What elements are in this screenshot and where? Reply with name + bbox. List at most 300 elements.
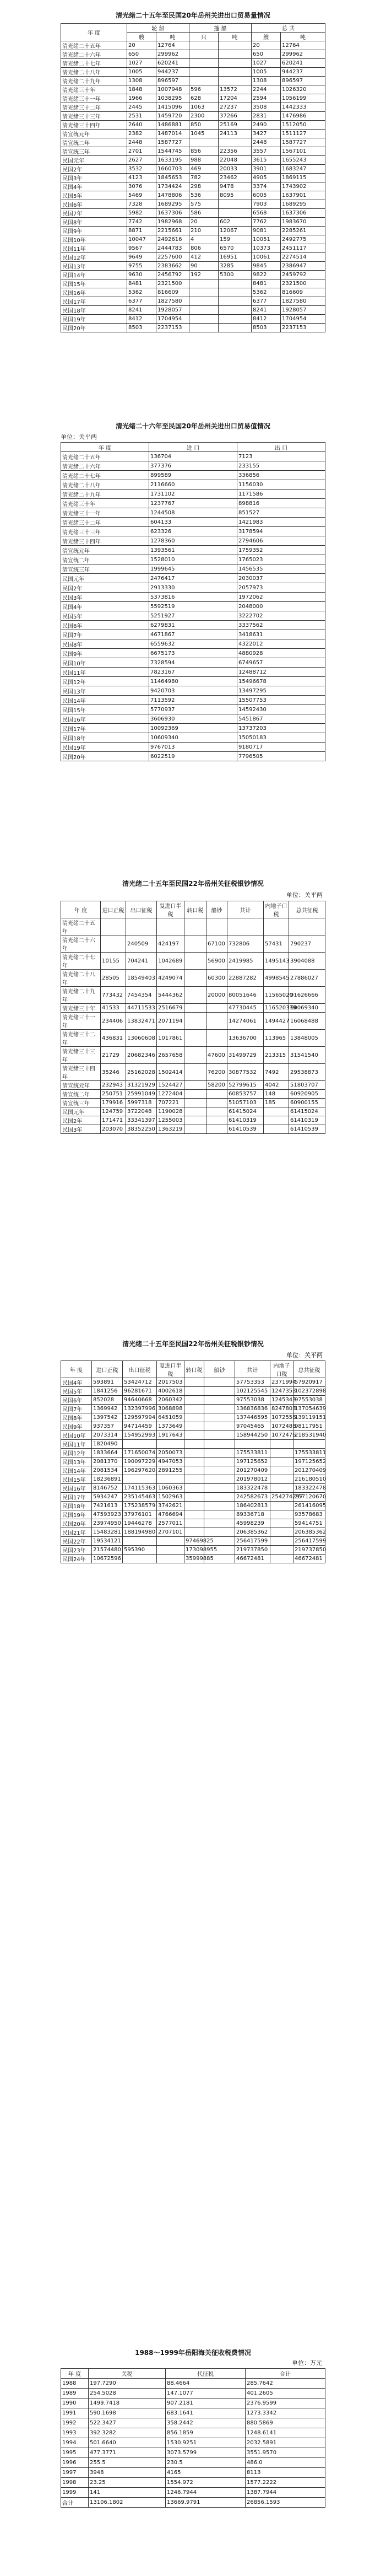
value-cell: 3076 bbox=[127, 182, 156, 191]
value-cell bbox=[184, 1004, 206, 1013]
value-cell: 1966 bbox=[127, 94, 156, 103]
table1-title: 清光绪二十五年至民国20年岳州关进出口贸易量情况 bbox=[116, 12, 270, 19]
row-year-cell: 清光绪三十三年 bbox=[61, 1047, 101, 1064]
value-cell bbox=[123, 1537, 157, 1546]
value-cell bbox=[270, 1528, 293, 1537]
value-cell: 4 bbox=[189, 235, 219, 244]
value-cell: 210 bbox=[189, 227, 219, 235]
value-cell: 46672481 bbox=[235, 1555, 270, 1563]
value-cell: 1237767 bbox=[149, 499, 237, 508]
value-cell: 2030037 bbox=[237, 574, 325, 583]
value-cell bbox=[270, 1546, 293, 1555]
value-cell: 1494427 bbox=[264, 1013, 289, 1030]
value-cell: 98117951 bbox=[293, 1422, 325, 1431]
column-header: 进 口 bbox=[149, 443, 237, 452]
value-cell: 51057103 bbox=[227, 1099, 264, 1107]
row-year-cell: 清宣统元年 bbox=[61, 130, 127, 138]
value-cell: 218531940 bbox=[293, 1431, 325, 1440]
value-cell bbox=[184, 1064, 206, 1081]
row-year-cell: 清光绪三十二年 bbox=[61, 518, 149, 527]
value-cell: 1502414 bbox=[157, 1064, 184, 1081]
row-year-cell: 清光绪三十一年 bbox=[61, 508, 149, 518]
value-cell: 1476986 bbox=[281, 112, 325, 121]
row-year-cell: 民国15年 bbox=[61, 279, 127, 288]
value-cell: 201270409 bbox=[293, 1466, 325, 1475]
value-cell: 1072476 bbox=[270, 1431, 293, 1440]
value-cell: 35999885 bbox=[184, 1555, 204, 1563]
table-row bbox=[61, 752, 325, 761]
value-cell bbox=[264, 1107, 289, 1116]
value-cell: 1731102 bbox=[149, 490, 237, 499]
value-cell: 2215661 bbox=[156, 227, 189, 235]
value-cell: 1734424 bbox=[156, 182, 189, 191]
table4-title: 清光绪二十五年至民国22年岳州关征税银钞情况 bbox=[122, 1340, 264, 1348]
table-row bbox=[61, 191, 325, 200]
value-cell: 8146752 bbox=[92, 1484, 123, 1493]
table-row bbox=[61, 1099, 325, 1107]
row-year-cell: 民国19年 bbox=[61, 1510, 92, 1519]
table-row bbox=[61, 306, 325, 315]
row-year-cell: 民国3年 bbox=[61, 1125, 101, 1134]
row-year-cell: 民国18年 bbox=[61, 733, 149, 743]
value-cell bbox=[189, 297, 219, 306]
value-cell: 2073314 bbox=[92, 1431, 123, 1440]
table-row bbox=[61, 271, 325, 279]
value-cell: 22887282 bbox=[227, 970, 264, 987]
row-year-cell: 清光绪二十八年 bbox=[61, 480, 149, 490]
value-cell: 880.5869 bbox=[246, 2418, 325, 2428]
row-year-cell: 民国14年 bbox=[61, 271, 127, 279]
row-year-cell: 民国10年 bbox=[61, 1431, 92, 1440]
value-cell: 102372898 bbox=[293, 1387, 325, 1396]
value-cell: 1982968 bbox=[156, 218, 189, 227]
value-cell: 9081 bbox=[252, 227, 281, 235]
table-row bbox=[61, 50, 325, 59]
value-cell: 41533 bbox=[101, 1004, 126, 1013]
value-cell: 1042689 bbox=[157, 953, 184, 970]
value-cell: 6377 bbox=[127, 297, 156, 306]
value-cell: 4322012 bbox=[237, 639, 325, 649]
value-cell: 6005 bbox=[252, 191, 281, 200]
value-cell: 1827580 bbox=[156, 297, 189, 306]
row-year-cell: 民国7年 bbox=[61, 1405, 92, 1413]
value-cell bbox=[204, 1484, 235, 1493]
value-cell bbox=[206, 1099, 227, 1107]
row-year-cell: 清宣统元年 bbox=[61, 1081, 101, 1090]
row-year-cell: 民国4年 bbox=[61, 182, 127, 191]
value-cell: 1917643 bbox=[157, 1431, 184, 1440]
value-cell: 19534121 bbox=[92, 1537, 123, 1546]
value-cell: 2376.9599 bbox=[246, 2398, 325, 2408]
value-cell: 60069340 bbox=[289, 1004, 325, 1013]
value-cell: 3337562 bbox=[237, 621, 325, 630]
value-cell: 58200 bbox=[206, 1081, 227, 1090]
value-cell: 197125652 bbox=[293, 1458, 325, 1466]
value-cell: 20 bbox=[252, 41, 281, 50]
value-cell bbox=[235, 1440, 270, 1449]
value-cell: 61410539 bbox=[289, 1125, 325, 1134]
value-cell: 1272404 bbox=[157, 1090, 184, 1099]
row-year-cell: 民国2年 bbox=[61, 165, 127, 174]
value-cell bbox=[184, 1475, 204, 1484]
value-cell: 1704954 bbox=[156, 315, 189, 324]
table-row bbox=[61, 324, 325, 332]
table-row bbox=[61, 103, 325, 112]
value-cell bbox=[184, 1378, 204, 1387]
value-cell: 9567 bbox=[127, 244, 156, 253]
table-row bbox=[61, 1047, 325, 1064]
row-year-cell: 民国22年 bbox=[61, 1537, 92, 1546]
value-cell: 7823167 bbox=[149, 668, 237, 677]
value-cell bbox=[157, 1537, 184, 1546]
table-row bbox=[61, 1475, 325, 1484]
value-cell: 7123 bbox=[237, 452, 325, 461]
value-cell: 1511127 bbox=[281, 130, 325, 138]
value-cell bbox=[189, 279, 219, 288]
value-cell: 4671867 bbox=[149, 630, 237, 639]
value-cell: 159 bbox=[219, 235, 252, 244]
value-cell: 2707101 bbox=[157, 1528, 184, 1537]
value-cell: 6675173 bbox=[149, 649, 237, 658]
table-row bbox=[61, 574, 325, 583]
value-cell: 37976101 bbox=[123, 1510, 157, 1519]
row-year-cell: 清光绪三十三年 bbox=[61, 527, 149, 536]
row-year-cell: 民国4年 bbox=[61, 602, 149, 611]
value-cell: 45998239 bbox=[235, 1519, 270, 1528]
value-cell: 3374 bbox=[252, 182, 281, 191]
value-cell: 1660703 bbox=[156, 165, 189, 174]
row-year-cell: 1994 bbox=[61, 2438, 89, 2448]
value-cell: 250751 bbox=[101, 1090, 126, 1099]
value-cell bbox=[204, 1528, 235, 1537]
value-cell: 61410539 bbox=[227, 1125, 264, 1134]
table-row bbox=[61, 508, 325, 518]
value-cell: 4165 bbox=[166, 2468, 246, 2478]
value-cell: 203070 bbox=[101, 1125, 126, 1134]
value-cell bbox=[219, 50, 252, 59]
value-cell bbox=[204, 1422, 235, 1431]
value-cell bbox=[270, 1440, 293, 1449]
table-row bbox=[61, 602, 325, 611]
value-cell bbox=[264, 918, 289, 935]
value-cell: 13106.1802 bbox=[89, 2498, 166, 2508]
value-cell: 173098955 bbox=[184, 1546, 204, 1555]
table-row bbox=[61, 200, 325, 209]
value-cell: 1478806 bbox=[156, 191, 189, 200]
value-cell: 586 bbox=[189, 209, 219, 218]
table5-unit: 单位：万元 bbox=[292, 2359, 322, 2367]
value-cell: 1554.972 bbox=[166, 2478, 246, 2488]
row-year-cell: 民国5年 bbox=[61, 611, 149, 621]
table-row bbox=[61, 658, 325, 668]
table-row bbox=[61, 1440, 325, 1449]
value-cell: 25162028 bbox=[126, 1064, 157, 1081]
table-row bbox=[61, 935, 325, 953]
header-unit: 艘 bbox=[127, 33, 156, 41]
row-year-cell: 1989 bbox=[61, 2389, 89, 2398]
value-cell: 6377 bbox=[252, 297, 281, 306]
row-year-cell: 民国20年 bbox=[61, 1519, 92, 1528]
value-cell: 1190028 bbox=[157, 1107, 184, 1116]
table-row bbox=[61, 953, 325, 970]
value-cell: 1421983 bbox=[237, 518, 325, 527]
value-cell: 707221 bbox=[157, 1099, 184, 1107]
row-year-cell: 民国20年 bbox=[61, 324, 127, 332]
value-cell: 1544745 bbox=[156, 147, 189, 156]
value-cell: 254.5028 bbox=[89, 2389, 166, 2398]
value-cell: 47593923 bbox=[92, 1510, 123, 1519]
value-cell: 1308 bbox=[252, 77, 281, 85]
column-header: 复进口半税 bbox=[157, 1361, 184, 1378]
header-junk: 篷 船 bbox=[189, 24, 252, 33]
value-cell bbox=[206, 1107, 227, 1116]
value-cell: 5373816 bbox=[149, 593, 237, 602]
table-row bbox=[61, 2488, 325, 2498]
value-cell: 1245343 bbox=[270, 1396, 293, 1405]
table-row bbox=[61, 1125, 325, 1134]
value-cell: 9822 bbox=[252, 271, 281, 279]
column-header: 转口税 bbox=[184, 1361, 204, 1378]
value-cell bbox=[184, 1502, 204, 1510]
value-cell: 97553038 bbox=[235, 1396, 270, 1405]
value-cell: 3073.5799 bbox=[166, 2448, 246, 2458]
value-cell: 3722048 bbox=[126, 1107, 157, 1116]
value-cell bbox=[184, 1047, 206, 1064]
value-cell: 2531 bbox=[127, 112, 156, 121]
value-cell: 18549403 bbox=[126, 970, 157, 987]
value-cell: 90 bbox=[189, 262, 219, 271]
value-cell bbox=[184, 987, 206, 1004]
table2-unit: 单位：关平两 bbox=[61, 433, 97, 440]
value-cell bbox=[184, 1013, 206, 1030]
table-row bbox=[61, 918, 325, 935]
value-cell: 116520379 bbox=[264, 1004, 289, 1013]
value-cell bbox=[184, 918, 206, 935]
table-row bbox=[61, 1510, 325, 1519]
row-year-cell: 民国15年 bbox=[61, 1475, 92, 1484]
value-cell: 2383662 bbox=[156, 262, 189, 271]
row-year-cell: 民国13年 bbox=[61, 686, 149, 696]
value-cell: 604133 bbox=[149, 518, 237, 527]
value-cell bbox=[204, 1413, 235, 1422]
value-cell bbox=[219, 279, 252, 288]
table-row bbox=[61, 218, 325, 227]
value-cell: 88.4664 bbox=[166, 2379, 246, 2389]
value-cell bbox=[219, 68, 252, 77]
value-cell bbox=[184, 1528, 204, 1537]
row-year-cell: 清宣统二年 bbox=[61, 555, 149, 564]
value-cell: 1171586 bbox=[237, 490, 325, 499]
value-cell: 782 bbox=[189, 174, 219, 182]
column-header: 出 口 bbox=[237, 443, 325, 452]
value-cell: 1530.9251 bbox=[166, 2438, 246, 2448]
value-cell bbox=[227, 918, 264, 935]
value-cell: 137446595 bbox=[235, 1413, 270, 1422]
value-cell bbox=[189, 41, 219, 50]
value-cell bbox=[189, 68, 219, 77]
value-cell: 4947053 bbox=[157, 1458, 184, 1466]
value-cell: 60920905 bbox=[289, 1090, 325, 1099]
value-cell bbox=[204, 1502, 235, 1510]
value-cell: 9767013 bbox=[149, 743, 237, 752]
value-cell: 8503 bbox=[252, 324, 281, 332]
value-cell: 234406 bbox=[101, 1013, 126, 1030]
value-cell: 4123 bbox=[127, 174, 156, 182]
value-cell: 255.5 bbox=[89, 2458, 166, 2468]
row-year-cell: 清光绪二十五年 bbox=[61, 452, 149, 461]
value-cell: 14274061 bbox=[227, 1013, 264, 1030]
table3-title: 清光绪二十五年至民国22年岳州关征税银钞情况 bbox=[122, 880, 264, 888]
row-year-cell: 清宣统元年 bbox=[61, 546, 149, 555]
value-cell: 24113 bbox=[219, 130, 252, 138]
value-cell bbox=[157, 1555, 184, 1563]
value-cell: 2237153 bbox=[156, 324, 189, 332]
value-cell: 620241 bbox=[281, 59, 325, 68]
value-cell: 3427 bbox=[252, 130, 281, 138]
value-cell: 16951 bbox=[219, 253, 252, 262]
value-cell bbox=[219, 297, 252, 306]
value-cell: 7903 bbox=[252, 200, 281, 209]
value-cell: 3222702 bbox=[237, 611, 325, 621]
value-cell: 1820490 bbox=[92, 1440, 123, 1449]
row-year-cell: 民国16年 bbox=[61, 1484, 92, 1493]
column-header: 共计 bbox=[235, 1361, 270, 1378]
value-cell: 175533811 bbox=[293, 1449, 325, 1458]
value-cell: 51803707 bbox=[289, 1081, 325, 1090]
value-cell: 907.2181 bbox=[166, 2398, 246, 2408]
value-cell: 3948 bbox=[89, 2468, 166, 2478]
value-cell: 22048 bbox=[219, 156, 252, 165]
value-cell: 1007948 bbox=[156, 85, 189, 94]
value-cell: 1369942 bbox=[92, 1405, 123, 1413]
value-cell: 1060363 bbox=[157, 1484, 184, 1493]
value-cell: 593891 bbox=[92, 1378, 123, 1387]
column-header: 进口正税 bbox=[92, 1361, 123, 1378]
value-cell: 2116660 bbox=[149, 480, 237, 490]
value-cell bbox=[189, 315, 219, 324]
value-cell: 6570 bbox=[219, 244, 252, 253]
value-cell: 13572 bbox=[219, 85, 252, 94]
row-year-cell: 民国5年 bbox=[61, 1387, 92, 1396]
row-year-cell: 民国11年 bbox=[61, 244, 127, 253]
row-year-cell: 民国6年 bbox=[61, 621, 149, 630]
value-cell: 3742621 bbox=[157, 1502, 184, 1510]
value-cell: 3904088 bbox=[289, 953, 325, 970]
table-row bbox=[61, 156, 325, 165]
value-cell: 219737850 bbox=[235, 1546, 270, 1555]
table-row bbox=[61, 668, 325, 677]
row-year-cell: 民国元年 bbox=[61, 1107, 101, 1116]
row-year-cell: 民国15年 bbox=[61, 705, 149, 714]
value-cell: 11565020 bbox=[264, 987, 289, 1004]
value-cell: 242582673 bbox=[235, 1493, 270, 1502]
value-cell: 3606930 bbox=[149, 714, 237, 724]
value-cell: 2081534 bbox=[92, 1466, 123, 1475]
column-header: 内地子口税 bbox=[264, 901, 289, 918]
column-header: 总共征税 bbox=[289, 901, 325, 918]
value-cell: 1567101 bbox=[281, 147, 325, 156]
table-row bbox=[61, 1013, 325, 1030]
table-row bbox=[61, 724, 325, 733]
value-cell: 76200 bbox=[206, 1064, 227, 1081]
table-row bbox=[61, 1466, 325, 1475]
value-cell: 2701 bbox=[127, 147, 156, 156]
value-cell: 2448 bbox=[127, 138, 156, 147]
value-cell bbox=[204, 1493, 235, 1502]
value-cell: 10092369 bbox=[149, 724, 237, 733]
value-cell: 186402813 bbox=[235, 1502, 270, 1510]
value-cell bbox=[270, 1537, 293, 1546]
table-row bbox=[61, 987, 325, 1004]
value-cell: 197.7290 bbox=[89, 2379, 166, 2389]
value-cell: 37266 bbox=[219, 112, 252, 121]
value-cell: 10672596 bbox=[92, 1555, 123, 1563]
value-cell: 5300 bbox=[219, 271, 252, 279]
header-unit: 只 bbox=[189, 33, 219, 41]
row-year-cell: 民国24年 bbox=[61, 1555, 92, 1563]
value-cell: 3615 bbox=[252, 156, 281, 165]
value-cell: 2459792 bbox=[281, 271, 325, 279]
value-cell: 4042 bbox=[264, 1081, 289, 1090]
value-cell: 206385362 bbox=[235, 1528, 270, 1537]
table-row bbox=[61, 138, 325, 147]
value-cell: 2516679 bbox=[157, 1004, 184, 1013]
table-row bbox=[61, 2438, 325, 2448]
value-cell: 52799615 bbox=[227, 1081, 264, 1090]
value-cell: 44711533 bbox=[126, 1004, 157, 1013]
value-cell bbox=[184, 1116, 206, 1125]
value-cell: 25991049 bbox=[126, 1090, 157, 1099]
value-cell: 469 bbox=[189, 165, 219, 174]
value-cell: 2445 bbox=[127, 103, 156, 112]
value-cell: 8113 bbox=[246, 2468, 325, 2478]
row-year-cell: 民国2年 bbox=[61, 583, 149, 593]
table-row bbox=[61, 68, 325, 77]
value-cell bbox=[270, 1449, 293, 1458]
header-unit: 艘 bbox=[252, 33, 281, 41]
value-cell bbox=[184, 1413, 204, 1422]
table-row bbox=[61, 677, 325, 686]
value-cell: 8241 bbox=[127, 306, 156, 315]
value-cell: 18236891 bbox=[92, 1475, 123, 1484]
value-cell: 12764 bbox=[156, 41, 189, 50]
table-row bbox=[61, 121, 325, 130]
value-cell: 15507753 bbox=[237, 696, 325, 705]
value-cell: 2492775 bbox=[281, 235, 325, 244]
value-cell: 392.3282 bbox=[89, 2428, 166, 2438]
table-row bbox=[61, 1004, 325, 1013]
table-row bbox=[61, 1378, 325, 1387]
value-cell bbox=[184, 1387, 204, 1396]
value-cell bbox=[293, 1440, 325, 1449]
value-cell bbox=[219, 200, 252, 209]
row-year-cell: 民国8年 bbox=[61, 1413, 92, 1422]
value-cell: 6451059 bbox=[157, 1413, 184, 1422]
value-cell: 13832471 bbox=[126, 1013, 157, 1030]
value-cell: 1689295 bbox=[156, 200, 189, 209]
value-cell: 174115363 bbox=[123, 1484, 157, 1493]
row-year-cell: 民国16年 bbox=[61, 288, 127, 297]
value-cell: 5362 bbox=[127, 288, 156, 297]
value-cell: 13737203 bbox=[237, 724, 325, 733]
value-cell: 896597 bbox=[156, 77, 189, 85]
value-cell bbox=[184, 1519, 204, 1528]
value-cell: 97469825 bbox=[184, 1537, 204, 1546]
row-year-cell: 清光绪三十年 bbox=[61, 499, 149, 508]
value-cell: 486.0 bbox=[246, 2458, 325, 2468]
value-cell: 94714459 bbox=[123, 1422, 157, 1431]
row-year-cell: 民国6年 bbox=[61, 200, 127, 209]
